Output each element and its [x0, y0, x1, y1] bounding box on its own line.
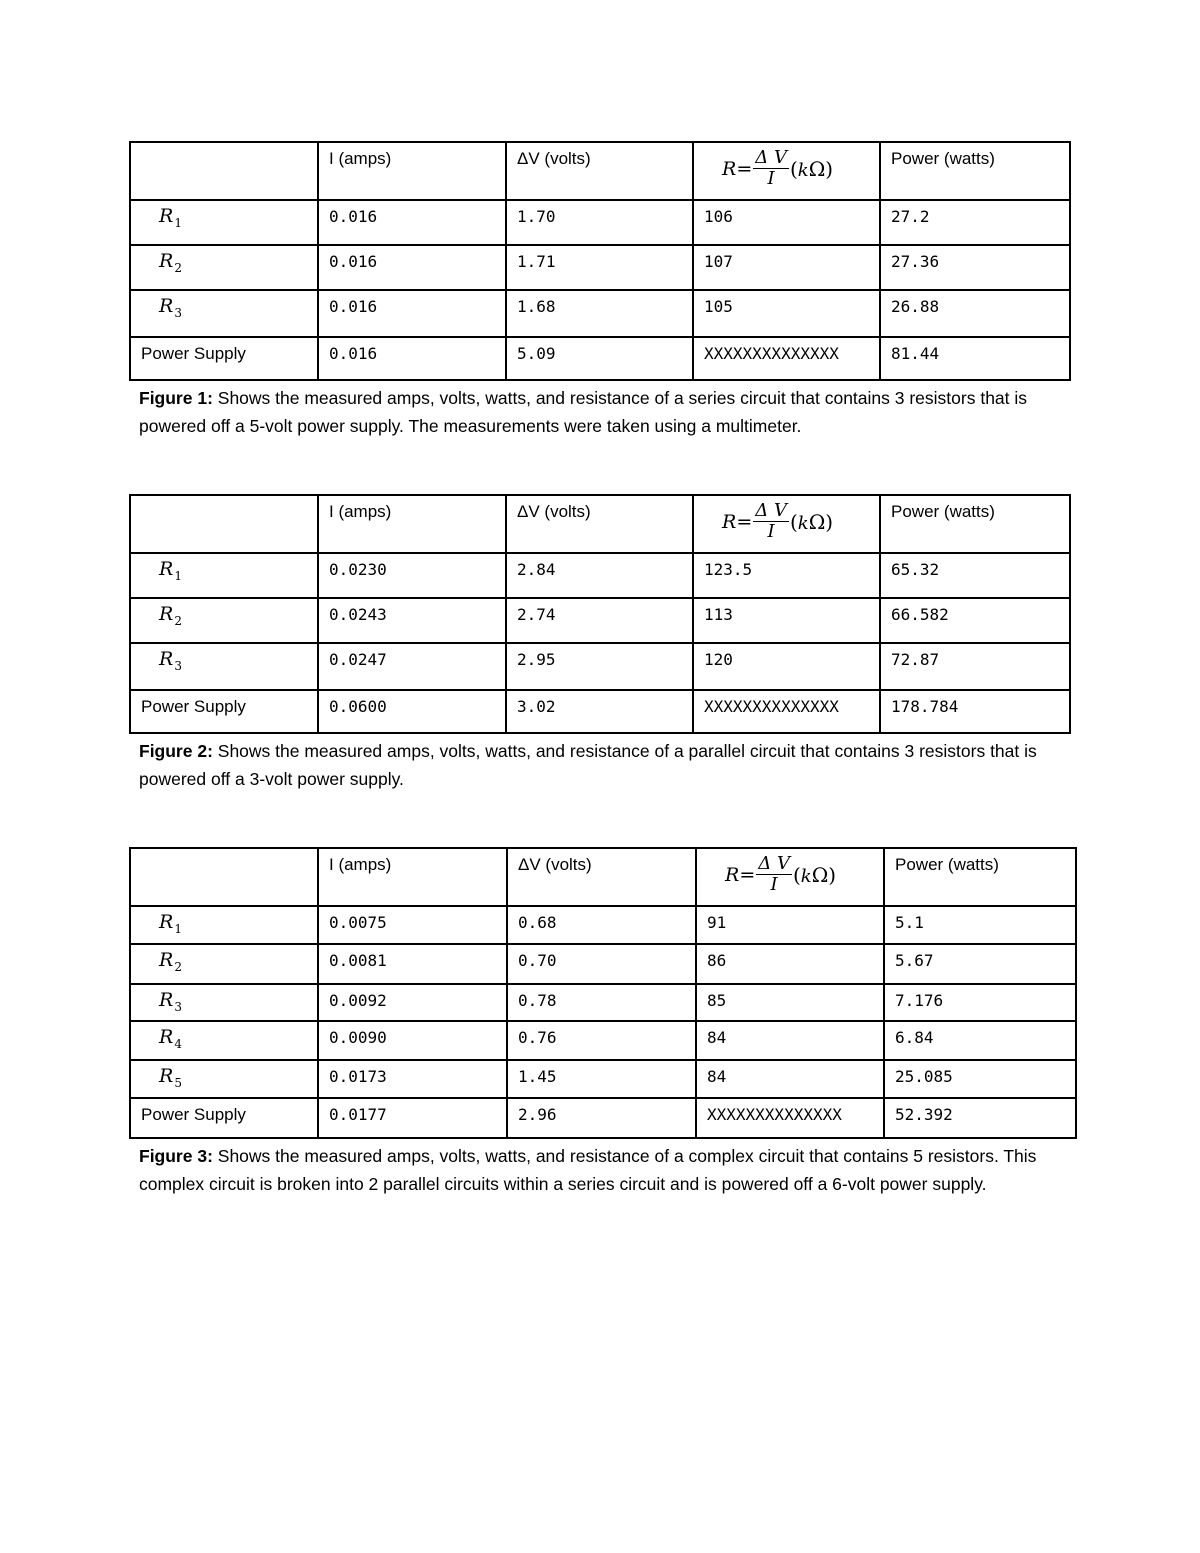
figure-label: Figure 2:	[139, 741, 213, 761]
cell-resistance: 84	[696, 1060, 884, 1098]
resistor-symbol: R	[159, 949, 174, 971]
table-row	[130, 906, 1076, 944]
cell-current: 0.0092	[318, 984, 507, 1021]
formula-fraction	[753, 502, 789, 541]
cell-power: 25.085	[884, 1060, 1076, 1098]
formula-denominator: I	[770, 874, 778, 895]
cell-power: 81.44	[880, 337, 1070, 380]
unit-kilo: k	[797, 159, 809, 181]
cell-current: 0.0247	[318, 643, 506, 690]
figure-2	[129, 494, 1069, 793]
resistor-symbol: R	[159, 989, 174, 1011]
cell-power: 72.87	[880, 643, 1070, 690]
resistor-symbol: R	[159, 250, 174, 272]
cell-voltage: 2.74	[506, 598, 693, 643]
formula-equals: =	[739, 863, 756, 886]
cell-voltage: 2.84	[506, 553, 693, 598]
unit-kilo: k	[797, 512, 809, 534]
row-label	[130, 984, 318, 1021]
cell-resistance: 123.5	[693, 553, 880, 598]
table-row	[130, 1060, 1076, 1098]
row-label	[130, 1060, 318, 1098]
cell-resistance: 106	[693, 200, 880, 245]
resistor-index: 3	[174, 306, 182, 320]
cell-resistance: XXXXXXXXXXXXXX	[696, 1098, 884, 1138]
cell-voltage: 0.78	[507, 984, 696, 1021]
figure-label: Figure 3:	[139, 1146, 213, 1166]
table-row	[130, 553, 1070, 598]
unit-close-paren: )	[825, 156, 834, 181]
unit-open-paren: (	[789, 156, 798, 181]
cell-resistance: 85	[696, 984, 884, 1021]
figure-label: Figure 1:	[139, 388, 213, 408]
formula-equals: =	[736, 510, 753, 533]
table-row	[130, 290, 1070, 337]
header-voltage: ΔV (volts)	[507, 848, 696, 906]
row-label-power-supply: Power Supply	[130, 690, 318, 733]
table-row	[130, 598, 1070, 643]
table-row	[130, 245, 1070, 290]
header-voltage: ΔV (volts)	[506, 142, 693, 200]
row-label	[130, 290, 318, 337]
resistor-index: 5	[174, 1076, 182, 1090]
resistor-index: 1	[174, 216, 182, 230]
header-empty-cell	[130, 495, 318, 553]
formula-numerator: Δ V	[758, 853, 790, 874]
table-row	[130, 984, 1076, 1021]
cell-resistance: XXXXXXXXXXXXXX	[693, 690, 880, 733]
resistor-symbol: R	[159, 648, 174, 670]
cell-power: 6.84	[884, 1021, 1076, 1060]
formula-unit	[790, 510, 833, 534]
table-row-power-supply	[130, 337, 1070, 380]
unit-ohm: Ω	[808, 509, 826, 534]
resistor-index: 4	[174, 1037, 182, 1051]
table-row-power-supply	[130, 1098, 1076, 1138]
resistor-index: 2	[174, 614, 182, 628]
table-row	[130, 643, 1070, 690]
cell-resistance: 113	[693, 598, 880, 643]
header-resistance-formula	[693, 142, 880, 200]
resistor-symbol: R	[159, 205, 174, 227]
cell-resistance: 105	[693, 290, 880, 337]
unit-ohm: Ω	[811, 862, 829, 887]
figure-caption	[129, 734, 1069, 793]
cell-resistance: 84	[696, 1021, 884, 1060]
cell-voltage: 2.95	[506, 643, 693, 690]
formula-fraction	[753, 149, 789, 188]
cell-current: 0.0075	[318, 906, 507, 944]
resistor-symbol: R	[159, 1026, 174, 1048]
cell-voltage: 0.70	[507, 944, 696, 984]
resistor-index: 3	[174, 659, 182, 673]
cell-current: 0.0600	[318, 690, 506, 733]
cell-current: 0.0230	[318, 553, 506, 598]
header-empty-cell	[130, 142, 318, 200]
header-current: I (amps)	[318, 495, 506, 553]
cell-voltage: 3.02	[506, 690, 693, 733]
table-header-row	[130, 848, 1076, 906]
resistance-formula	[722, 149, 833, 188]
cell-current: 0.0243	[318, 598, 506, 643]
resistor-index: 2	[174, 261, 182, 275]
formula-denominator: I	[767, 168, 775, 189]
cell-power: 27.36	[880, 245, 1070, 290]
header-power: Power (watts)	[880, 142, 1070, 200]
unit-open-paren: (	[789, 509, 798, 534]
cell-resistance: 86	[696, 944, 884, 984]
cell-current: 0.0173	[318, 1060, 507, 1098]
cell-voltage: 0.68	[507, 906, 696, 944]
figure-3	[129, 847, 1075, 1198]
row-label	[130, 1021, 318, 1060]
header-current: I (amps)	[318, 848, 507, 906]
caption-text: Shows the measured amps, volts, watts, and resistance of a series circuit that contains 3 resistors that is powered off a 5-volt power supply. The measurements were taken using a multimeter.	[139, 388, 1028, 436]
formula-lhs: R	[722, 510, 737, 533]
table-header-row	[130, 142, 1070, 200]
cell-voltage: 1.68	[506, 290, 693, 337]
header-current: I (amps)	[318, 142, 506, 200]
row-label-power-supply: Power Supply	[130, 337, 318, 380]
row-label-power-supply: Power Supply	[130, 1098, 318, 1138]
formula-lhs: R	[722, 157, 737, 180]
header-power: Power (watts)	[884, 848, 1076, 906]
cell-current: 0.016	[318, 245, 506, 290]
row-label	[130, 944, 318, 984]
cell-current: 0.0090	[318, 1021, 507, 1060]
row-label	[130, 553, 318, 598]
resistor-symbol: R	[159, 603, 174, 625]
unit-close-paren: )	[828, 862, 837, 887]
table-row-power-supply	[130, 690, 1070, 733]
cell-power: 52.392	[884, 1098, 1076, 1138]
cell-current: 0.016	[318, 290, 506, 337]
measurement-table-3	[129, 847, 1077, 1139]
cell-resistance: 120	[693, 643, 880, 690]
resistance-formula	[722, 502, 833, 541]
figure-1	[129, 141, 1069, 440]
resistance-formula	[725, 855, 836, 894]
table-header-row	[130, 495, 1070, 553]
table-row	[130, 200, 1070, 245]
resistor-index: 1	[174, 922, 182, 936]
formula-unit	[790, 157, 833, 181]
cell-current: 0.016	[318, 337, 506, 380]
cell-voltage: 1.45	[507, 1060, 696, 1098]
resistor-index: 1	[174, 569, 182, 583]
formula-denominator: I	[767, 521, 775, 542]
measurement-table-2	[129, 494, 1071, 734]
cell-voltage: 0.76	[507, 1021, 696, 1060]
resistor-symbol: R	[159, 295, 174, 317]
cell-power: 5.67	[884, 944, 1076, 984]
row-label	[130, 643, 318, 690]
row-label	[130, 906, 318, 944]
resistor-index: 3	[174, 1000, 182, 1014]
row-label	[130, 245, 318, 290]
cell-power: 178.784	[880, 690, 1070, 733]
cell-current: 0.0081	[318, 944, 507, 984]
resistor-index: 2	[174, 960, 182, 974]
cell-power: 5.1	[884, 906, 1076, 944]
table-row	[130, 1021, 1076, 1060]
header-empty-cell	[130, 848, 318, 906]
resistor-symbol: R	[159, 1065, 174, 1087]
cell-resistance: XXXXXXXXXXXXXX	[693, 337, 880, 380]
cell-voltage: 5.09	[506, 337, 693, 380]
cell-resistance: 91	[696, 906, 884, 944]
cell-voltage: 1.70	[506, 200, 693, 245]
resistor-symbol: R	[159, 558, 174, 580]
formula-unit	[793, 863, 836, 887]
cell-voltage: 1.71	[506, 245, 693, 290]
header-voltage: ΔV (volts)	[506, 495, 693, 553]
cell-voltage: 2.96	[507, 1098, 696, 1138]
row-label	[130, 200, 318, 245]
formula-numerator: Δ V	[755, 147, 787, 168]
header-resistance-formula	[693, 495, 880, 553]
figure-caption	[129, 1139, 1075, 1198]
unit-open-paren: (	[792, 862, 801, 887]
cell-current: 0.0177	[318, 1098, 507, 1138]
unit-kilo: k	[800, 865, 812, 887]
header-resistance-formula	[696, 848, 884, 906]
cell-power: 65.32	[880, 553, 1070, 598]
header-power: Power (watts)	[880, 495, 1070, 553]
resistor-symbol: R	[159, 911, 174, 933]
cell-power: 27.2	[880, 200, 1070, 245]
formula-numerator: Δ V	[755, 500, 787, 521]
formula-fraction	[756, 855, 792, 894]
table-row	[130, 944, 1076, 984]
cell-power: 26.88	[880, 290, 1070, 337]
caption-text: Shows the measured amps, volts, watts, and resistance of a parallel circuit that contains 3 resistors that is powered off a 3-volt power supply.	[139, 741, 1037, 789]
cell-power: 7.176	[884, 984, 1076, 1021]
unit-close-paren: )	[825, 509, 834, 534]
measurement-table-1	[129, 141, 1071, 381]
cell-resistance: 107	[693, 245, 880, 290]
formula-equals: =	[736, 157, 753, 180]
figure-caption	[129, 381, 1069, 440]
cell-power: 66.582	[880, 598, 1070, 643]
formula-lhs: R	[725, 863, 740, 886]
caption-text: Shows the measured amps, volts, watts, and resistance of a complex circuit that contains 5 resistors. This complex circuit is broken into 2 parallel circuits within a series circuit and is powered off a 6-volt power supply.	[139, 1146, 1037, 1194]
row-label	[130, 598, 318, 643]
unit-ohm: Ω	[808, 156, 826, 181]
cell-current: 0.016	[318, 200, 506, 245]
